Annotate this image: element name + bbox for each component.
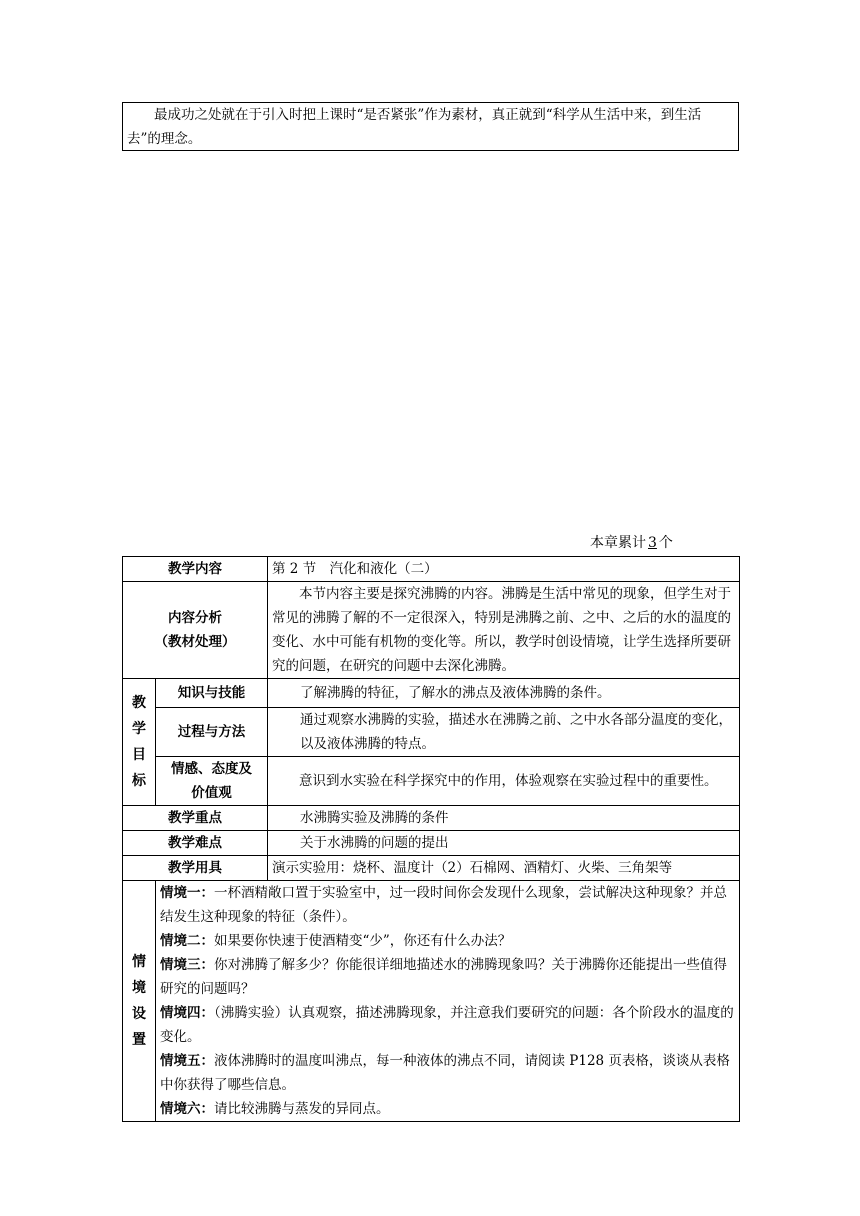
- scenario-tag: 情境五：: [160, 1053, 214, 1069]
- scenario-text: 请比较沸腾与蒸发的异同点。: [214, 1101, 390, 1117]
- content-label: 教学内容: [123, 557, 268, 582]
- difficulty-label: 教学难点: [123, 831, 268, 856]
- lesson-plan-table: [122, 556, 740, 1122]
- scenario-item: [160, 1049, 735, 1097]
- key-value: 水沸腾实验及沸腾的条件: [268, 806, 740, 831]
- goals-char-1: 教: [132, 695, 146, 711]
- tools-value: 演示实验用：烧杯、温度计（2）石棉网、酒精灯、火柴、三角架等: [268, 856, 740, 881]
- reflection-text: 最成功之处就在于引入时把上课时“是否紧张”作为素材，真正就到“科学从生活中来，到生活去”的理念。: [127, 107, 702, 147]
- scenario-item: [160, 881, 735, 929]
- row-tools: [123, 856, 740, 881]
- scenario-tag: 情境二：: [160, 933, 214, 949]
- emotion-label-line1: 情感、态度及: [171, 761, 252, 777]
- scenario-text: 如果要你快速于使酒精变“少”，你还有什么办法？: [214, 933, 512, 949]
- scenario-item: [160, 1001, 735, 1049]
- content-value: 第 2 节 汽化和液化（二）: [268, 557, 740, 582]
- difficulty-value: 关于水沸腾的问题的提出: [268, 831, 740, 856]
- scenario-char-1: 情: [132, 954, 146, 970]
- scenario-text: （沸腾实验）认真观察，描述沸腾现象，并注意我们要研究的问题：各个阶段水的温度的变化。: [160, 1005, 734, 1045]
- row-analysis: [123, 582, 740, 679]
- scenario-tag: 情境一：: [160, 885, 214, 901]
- process-label: 过程与方法: [156, 708, 268, 757]
- scenario-char-3: 设: [132, 1006, 146, 1022]
- row-content: [123, 557, 740, 582]
- goals-label: [123, 679, 156, 806]
- scenario-tag: 情境三：: [160, 957, 214, 973]
- tally-suffix: 个: [658, 535, 673, 551]
- tally-prefix: 本章累计: [590, 535, 646, 551]
- analysis-value: 本节内容主要是探究沸腾的内容。沸腾是生活中常见的现象，但学生对于常见的沸腾了解的不一定很深入，特别是沸腾之前、之中、之后的水的温度的变化、水中可能有机物的变化等。所以，教学时创设情境，让学生选择所要研究的问题，在研究的问题中去深化沸腾。: [268, 582, 740, 679]
- analysis-label: [123, 582, 268, 679]
- row-difficulty: [123, 831, 740, 856]
- goals-char-3: 目: [132, 747, 146, 763]
- emotion-label-line2: 价值观: [191, 785, 232, 801]
- emotion-value: 意识到水实验在科学探究中的作用，体验观察在实验过程中的重要性。: [268, 757, 740, 806]
- row-scenarios: [123, 881, 740, 1122]
- reflection-box: [122, 102, 739, 151]
- chapter-tally: [590, 533, 673, 553]
- emotion-label: [156, 757, 268, 806]
- goals-char-4: 标: [132, 773, 146, 789]
- scenarios-cell: [156, 881, 740, 1122]
- knowledge-label: 知识与技能: [156, 679, 268, 708]
- key-label: 教学重点: [123, 806, 268, 831]
- scenario-char-2: 境: [132, 980, 146, 996]
- scenario-tag: 情境六：: [160, 1101, 214, 1117]
- tally-count: 3: [648, 535, 657, 551]
- analysis-label-line1: 内容分析: [168, 610, 222, 626]
- row-process: [123, 708, 740, 757]
- scenario-text: 一杯酒精敞口置于实验室中，过一段时间你会发现什么现象，尝试解决这种现象？并总结发生这种现象的特征（条件）。: [160, 885, 727, 925]
- scenario-char-4: 置: [132, 1032, 146, 1048]
- scenario-item: [160, 929, 735, 953]
- scenario-item: [160, 953, 735, 1001]
- scenario-label: [123, 881, 156, 1122]
- knowledge-value: 了解沸腾的特征，了解水的沸点及液体沸腾的条件。: [268, 679, 740, 708]
- scenario-item: [160, 1097, 735, 1121]
- process-value: [268, 708, 740, 757]
- scenario-text: 你对沸腾了解多少？你能很详细地描述水的沸腾现象吗？关于沸腾你还能提出一些值得研究的问题吗？: [160, 957, 727, 997]
- goals-char-2: 学: [132, 721, 146, 737]
- analysis-label-line2: （教材处理）: [154, 634, 236, 650]
- tools-label: 教学用具: [123, 856, 268, 881]
- scenario-tag: 情境四：: [160, 1005, 214, 1021]
- row-key: [123, 806, 740, 831]
- scenario-text: 液体沸腾时的温度叫沸点，每一种液体的沸点不同，请阅读 P128 页表格，谈谈从表格中你获得了哪些信息。: [160, 1053, 730, 1093]
- row-emotion: [123, 757, 740, 806]
- process-value-text: 通过观察水沸腾的实验，描述水在沸腾之前、之中水各部分温度的变化，以及液体沸腾的特点。: [300, 712, 732, 752]
- row-knowledge: [123, 679, 740, 708]
